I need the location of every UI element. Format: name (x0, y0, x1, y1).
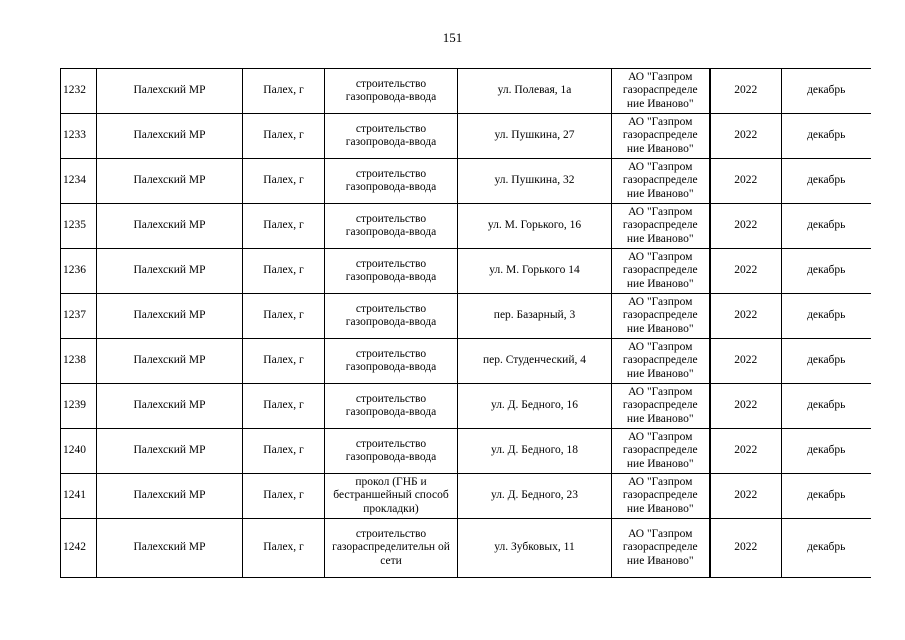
address-cell: ул. Зубковых, 11 (458, 519, 612, 578)
address-cell: ул. Д. Бедного, 16 (458, 384, 612, 429)
month-cell: декабрь (782, 114, 871, 159)
work-type-cell: строительство газораспределительн ой сети (325, 519, 458, 578)
district-cell: Палехский МР (97, 159, 243, 204)
district-cell: Палехский МР (97, 474, 243, 519)
district-cell: Палехский МР (97, 519, 243, 578)
work-type-cell: строительство газопровода-ввода (325, 159, 458, 204)
year-cell: 2022 (710, 519, 782, 578)
table-row (61, 474, 871, 519)
row-number-cell: 1237 (61, 294, 97, 339)
organization-cell: АО "Газпром газораспределе ние Иваново" (612, 114, 710, 159)
organization-cell: АО "Газпром газораспределе ние Иваново" (612, 339, 710, 384)
table-row (61, 384, 871, 429)
year-cell: 2022 (710, 429, 782, 474)
month-cell: декабрь (782, 429, 871, 474)
table-body (61, 69, 871, 578)
row-number-cell: 1242 (61, 519, 97, 578)
district-cell: Палехский МР (97, 204, 243, 249)
organization-cell: АО "Газпром газораспределе ние Иваново" (612, 249, 710, 294)
year-cell: 2022 (710, 114, 782, 159)
table-row (61, 519, 871, 578)
month-cell: декабрь (782, 339, 871, 384)
row-number-cell: 1232 (61, 69, 97, 114)
row-number-cell: 1238 (61, 339, 97, 384)
work-type-cell: строительство газопровода-ввода (325, 384, 458, 429)
work-type-cell: строительство газопровода-ввода (325, 429, 458, 474)
month-cell: декабрь (782, 519, 871, 578)
address-cell: ул. Полевая, 1а (458, 69, 612, 114)
row-number-cell: 1239 (61, 384, 97, 429)
district-cell: Палехский МР (97, 384, 243, 429)
table-row (61, 294, 871, 339)
work-type-cell: прокол (ГНБ и бестраншейный способ прокладки) (325, 474, 458, 519)
work-type-cell: строительство газопровода-ввода (325, 114, 458, 159)
settlement-cell: Палех, г (243, 249, 325, 294)
settlement-cell: Палех, г (243, 384, 325, 429)
year-cell: 2022 (710, 474, 782, 519)
row-number-cell: 1235 (61, 204, 97, 249)
works-table (60, 68, 871, 578)
settlement-cell: Палех, г (243, 474, 325, 519)
month-cell: декабрь (782, 249, 871, 294)
year-cell: 2022 (710, 204, 782, 249)
row-number-cell: 1240 (61, 429, 97, 474)
year-cell: 2022 (710, 294, 782, 339)
district-cell: Палехский МР (97, 294, 243, 339)
work-type-cell: строительство газопровода-ввода (325, 69, 458, 114)
address-cell: ул. Пушкина, 32 (458, 159, 612, 204)
settlement-cell: Палех, г (243, 114, 325, 159)
organization-cell: АО "Газпром газораспределе ние Иваново" (612, 429, 710, 474)
organization-cell: АО "Газпром газораспределе ние Иваново" (612, 159, 710, 204)
settlement-cell: Палех, г (243, 519, 325, 578)
address-cell: ул. М. Горького, 16 (458, 204, 612, 249)
address-cell: пер. Студенческий, 4 (458, 339, 612, 384)
address-cell: ул. Д. Бедного, 18 (458, 429, 612, 474)
organization-cell: АО "Газпром газораспределе ние Иваново" (612, 294, 710, 339)
month-cell: декабрь (782, 159, 871, 204)
organization-cell: АО "Газпром газораспределе ние Иваново" (612, 69, 710, 114)
year-cell: 2022 (710, 159, 782, 204)
row-number-cell: 1234 (61, 159, 97, 204)
row-number-cell: 1233 (61, 114, 97, 159)
table-row (61, 69, 871, 114)
settlement-cell: Палех, г (243, 159, 325, 204)
organization-cell: АО "Газпром газораспределе ние Иваново" (612, 519, 710, 578)
row-number-cell: 1236 (61, 249, 97, 294)
work-type-cell: строительство газопровода-ввода (325, 294, 458, 339)
address-cell: ул. Д. Бедного, 23 (458, 474, 612, 519)
district-cell: Палехский МР (97, 249, 243, 294)
year-cell: 2022 (710, 384, 782, 429)
year-cell: 2022 (710, 249, 782, 294)
organization-cell: АО "Газпром газораспределе ние Иваново" (612, 384, 710, 429)
table-row (61, 249, 871, 294)
district-cell: Палехский МР (97, 429, 243, 474)
year-cell: 2022 (710, 339, 782, 384)
table-row (61, 339, 871, 384)
year-cell: 2022 (710, 69, 782, 114)
organization-cell: АО "Газпром газораспределе ние Иваново" (612, 474, 710, 519)
settlement-cell: Палех, г (243, 429, 325, 474)
month-cell: декабрь (782, 204, 871, 249)
month-cell: декабрь (782, 69, 871, 114)
organization-cell: АО "Газпром газораспределе ние Иваново" (612, 204, 710, 249)
month-cell: декабрь (782, 474, 871, 519)
table-row (61, 114, 871, 159)
address-cell: пер. Базарный, 3 (458, 294, 612, 339)
district-cell: Палехский МР (97, 69, 243, 114)
address-cell: ул. М. Горького 14 (458, 249, 612, 294)
settlement-cell: Палех, г (243, 294, 325, 339)
table-row (61, 429, 871, 474)
month-cell: декабрь (782, 384, 871, 429)
settlement-cell: Палех, г (243, 204, 325, 249)
work-type-cell: строительство газопровода-ввода (325, 339, 458, 384)
address-cell: ул. Пушкина, 27 (458, 114, 612, 159)
settlement-cell: Палех, г (243, 339, 325, 384)
table-row (61, 204, 871, 249)
row-number-cell: 1241 (61, 474, 97, 519)
settlement-cell: Палех, г (243, 69, 325, 114)
work-type-cell: строительство газопровода-ввода (325, 204, 458, 249)
district-cell: Палехский МР (97, 114, 243, 159)
page-number: 151 (442, 30, 463, 45)
district-cell: Палехский МР (97, 339, 243, 384)
work-type-cell: строительство газопровода-ввода (325, 249, 458, 294)
month-cell: декабрь (782, 294, 871, 339)
table-row (61, 159, 871, 204)
